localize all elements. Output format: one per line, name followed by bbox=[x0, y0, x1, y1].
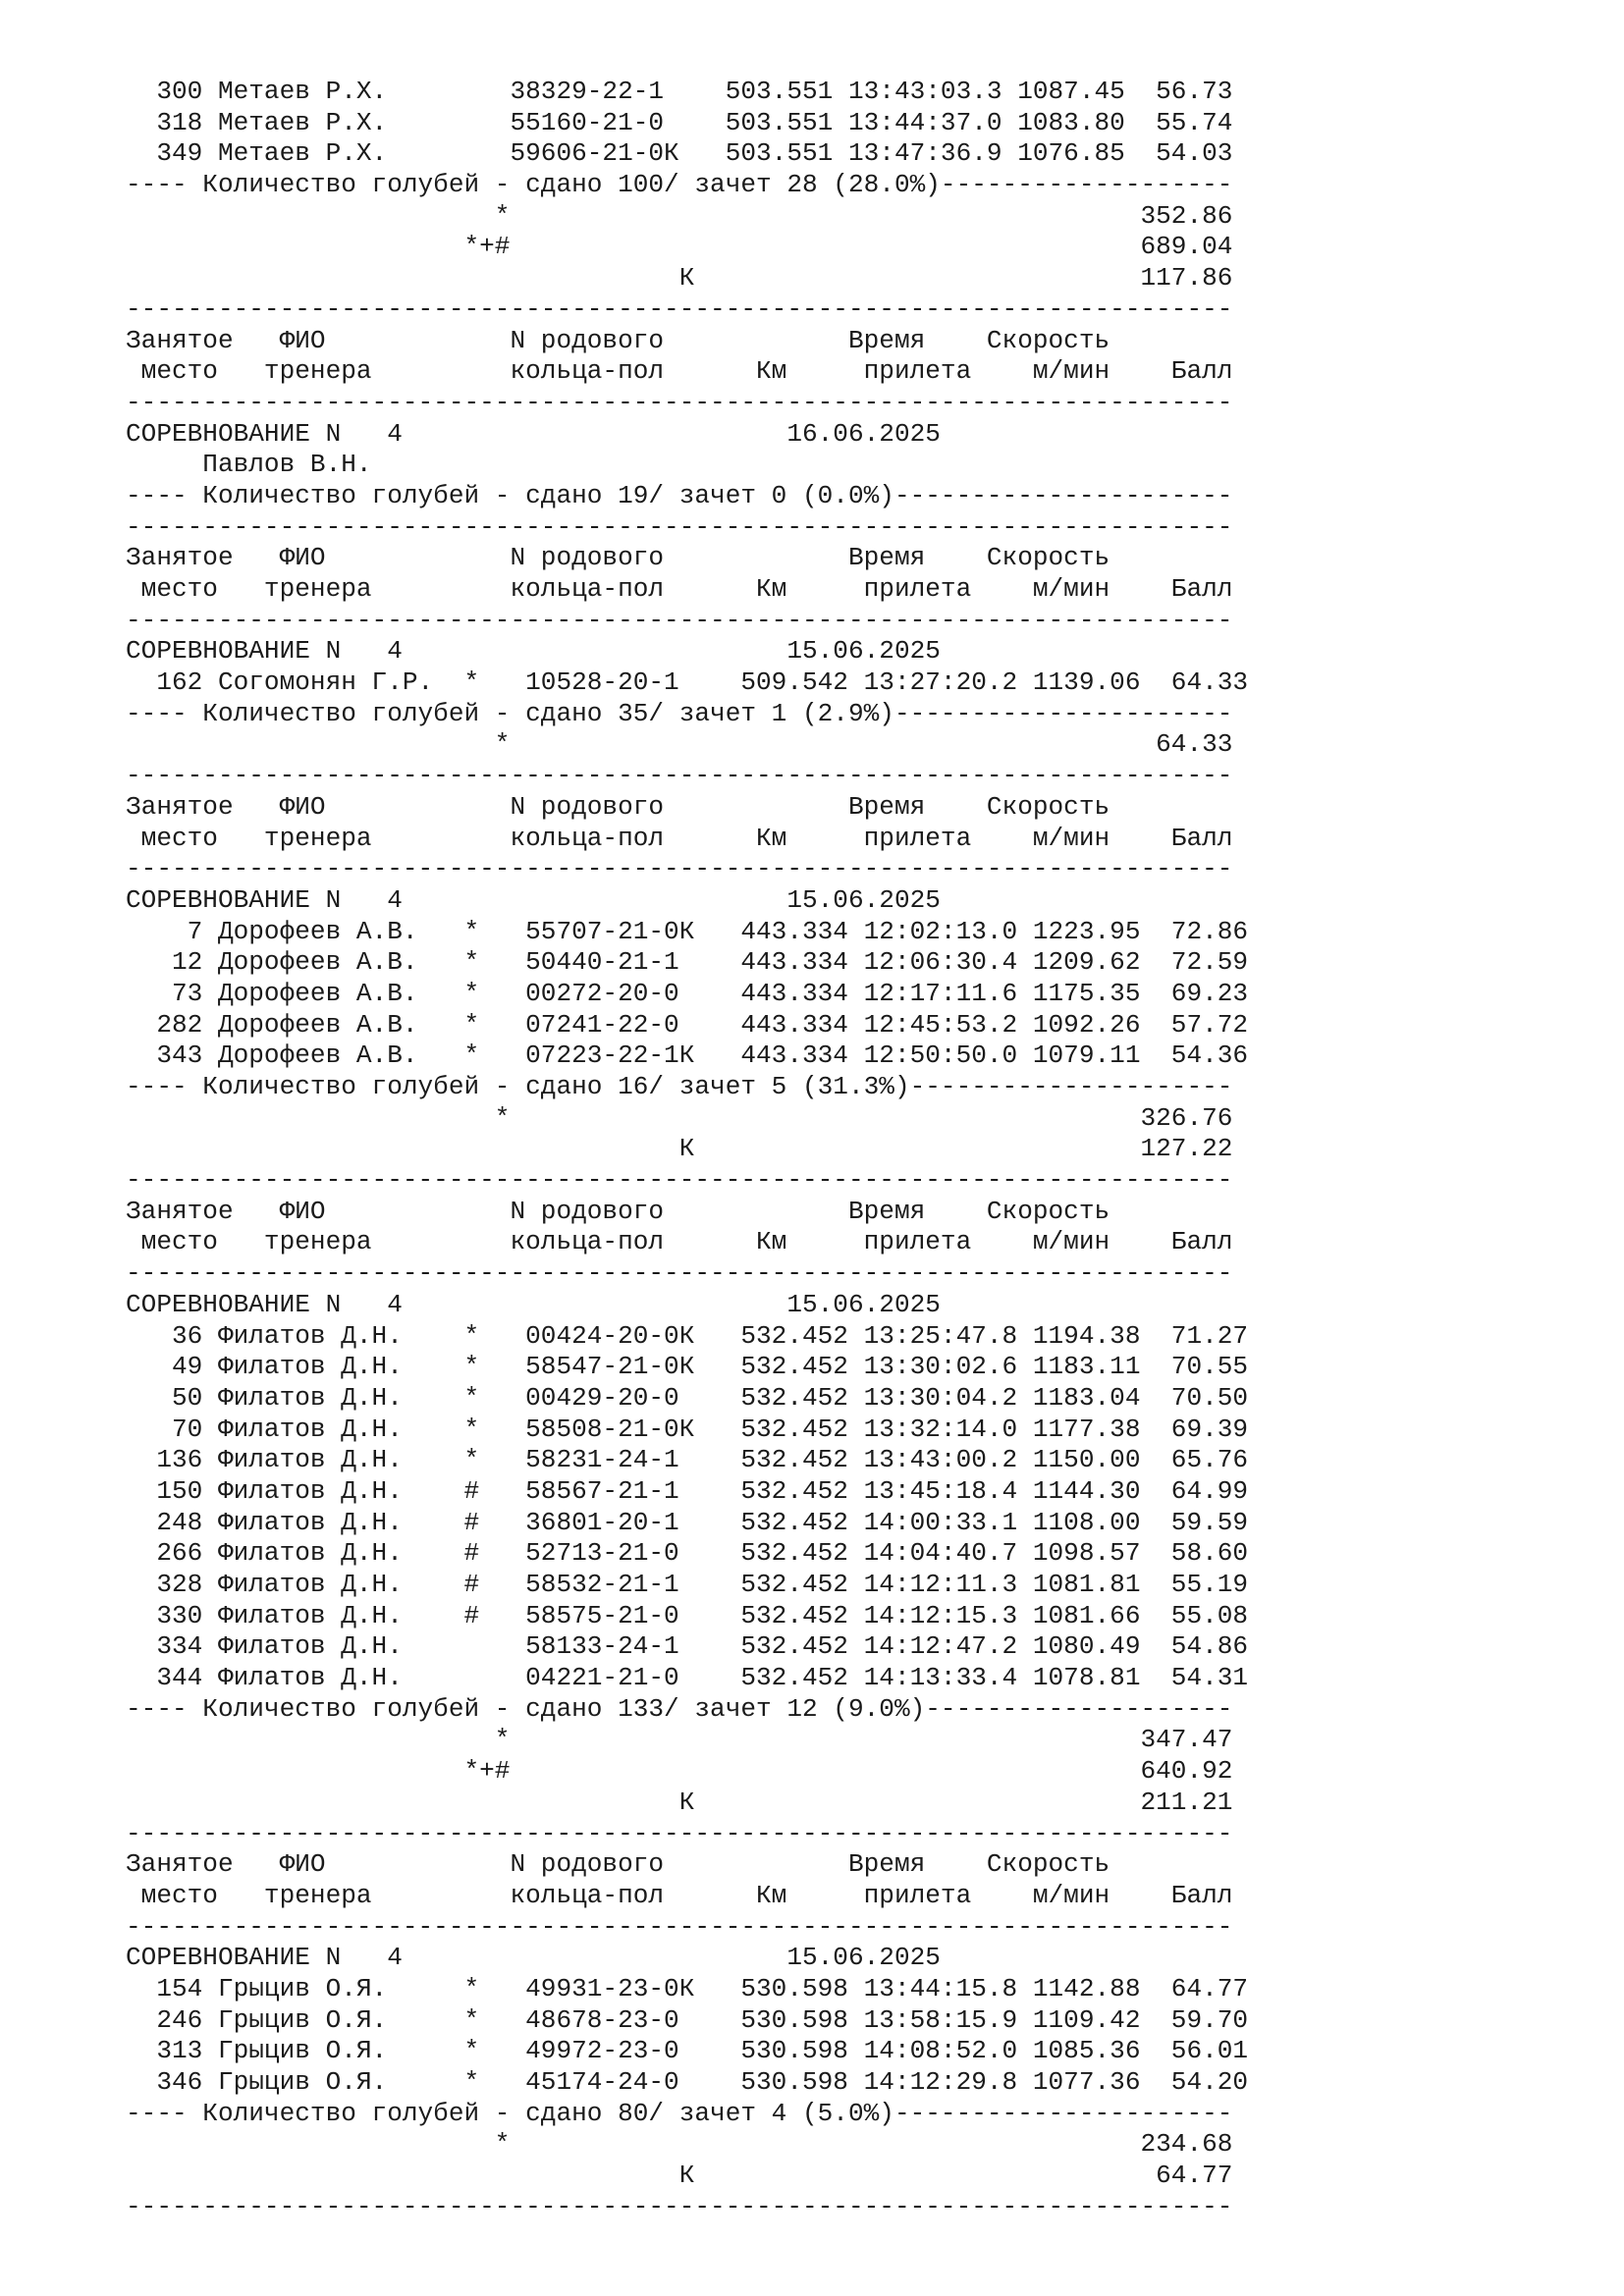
result-row: 36 Филатов Д.Н. * 00424-20-0К 532.452 13:25:47.8 1194.38 71.27 bbox=[126, 1320, 1249, 1351]
separator-line: ------------------------------------------------------------------------ bbox=[126, 1165, 1233, 1196]
competition-header: СОРЕВНОВАНИЕ N 4 15.06.2025 bbox=[126, 1943, 941, 1973]
summary-line: ---- Количество голубей - сдано 35/ зачет 1 (2.9%)---------------------- bbox=[126, 698, 1233, 728]
competition-header: СОРЕВНОВАНИЕ N 4 15.06.2025 bbox=[126, 1289, 941, 1319]
separator-line: ------------------------------------------------------------------------ bbox=[126, 1818, 1233, 1848]
report-line: Павлов В.Н. bbox=[126, 450, 372, 480]
separator-line: ------------------------------------------------------------------------ bbox=[126, 854, 1233, 884]
separator-line: ------------------------------------------------------------------------ bbox=[126, 511, 1233, 542]
column-header: Занятое ФИО N родового Время Скорость bbox=[126, 1196, 1110, 1226]
column-header: Занятое ФИО N родового Время Скорость bbox=[126, 791, 1110, 822]
result-row: 313 Грыцив О.Я. * 49972-23-0 530.598 14:08:52.0 1085.36 56.01 bbox=[126, 2036, 1249, 2066]
column-header: Занятое ФИО N родового Время Скорость bbox=[126, 543, 1110, 573]
separator-line: ------------------------------------------------------------------------ bbox=[126, 1258, 1233, 1289]
separator-line: ------------------------------------------------------------------------ bbox=[126, 294, 1233, 324]
separator-line: ------------------------------------------------------------------------ bbox=[126, 2191, 1233, 2221]
result-row: 330 Филатов Д.Н. # 58575-21-0 532.452 14:12:15.3 1081.66 55.08 bbox=[126, 1600, 1249, 1630]
total-line: * 234.68 bbox=[126, 2129, 1233, 2160]
total-line: К 64.77 bbox=[126, 2161, 1233, 2191]
column-header: место тренера кольца-пол Км прилета м/мин Балл bbox=[126, 823, 1233, 853]
result-row: 300 Метаев Р.Х. 38329-22-1 503.551 13:43:03.3 1087.45 56.73 bbox=[126, 77, 1233, 106]
column-header: место тренера кольца-пол Км прилета м/мин Балл bbox=[126, 574, 1233, 604]
result-row: 343 Дорофеев А.В. * 07223-22-1К 443.334 12:50:50.0 1079.11 54.36 bbox=[126, 1041, 1249, 1071]
result-row: 328 Филатов Д.Н. # 58532-21-1 532.452 14:12:11.3 1081.81 55.19 bbox=[126, 1570, 1249, 1599]
column-header: Занятое ФИО N родового Время Скорость bbox=[126, 1849, 1110, 1880]
separator-line: ------------------------------------------------------------------------ bbox=[126, 387, 1233, 417]
column-header: Занятое ФИО N родового Время Скорость bbox=[126, 325, 1110, 355]
summary-line: ---- Количество голубей - сдано 19/ зачет 0 (0.0%)---------------------- bbox=[126, 480, 1233, 510]
result-row: 349 Метаев Р.Х. 59606-21-0К 503.551 13:47:36.9 1076.85 54.03 bbox=[126, 138, 1233, 169]
summary-line: ---- Количество голубей - сдано 80/ зачет 4 (5.0%)---------------------- bbox=[126, 2098, 1233, 2128]
result-row: 70 Филатов Д.Н. * 58508-21-0К 532.452 13:32:14.0 1177.38 69.39 bbox=[126, 1414, 1249, 1444]
result-row: 266 Филатов Д.Н. # 52713-21-0 532.452 14:04:40.7 1098.57 58.60 bbox=[126, 1538, 1249, 1569]
column-header: место тренера кольца-пол Км прилета м/мин Балл bbox=[126, 1227, 1233, 1257]
total-line: * 326.76 bbox=[126, 1102, 1233, 1133]
result-row: 334 Филатов Д.Н. 58133-24-1 532.452 14:12:47.2 1080.49 54.86 bbox=[126, 1631, 1249, 1662]
total-line: К 211.21 bbox=[126, 1787, 1233, 1817]
result-row: 136 Филатов Д.Н. * 58231-24-1 532.452 13:43:00.2 1150.00 65.76 bbox=[126, 1445, 1249, 1475]
competition-header: СОРЕВНОВАНИЕ N 4 16.06.2025 bbox=[126, 418, 941, 449]
separator-line: ------------------------------------------------------------------------ bbox=[126, 761, 1233, 791]
summary-line: ---- Количество голубей - сдано 100/ зачет 28 (28.0%)------------------- bbox=[126, 170, 1233, 200]
result-row: 50 Филатов Д.Н. * 00429-20-0 532.452 13:30:04.2 1183.04 70.50 bbox=[126, 1382, 1249, 1413]
total-line: *+# 689.04 bbox=[126, 232, 1233, 262]
total-line: * 352.86 bbox=[126, 200, 1233, 231]
result-row: 7 Дорофеев А.В. * 55707-21-0К 443.334 12:02:13.0 1223.95 72.86 bbox=[126, 916, 1249, 946]
total-line: * 64.33 bbox=[126, 729, 1233, 760]
result-row: 154 Грыцив О.Я. * 49931-23-0К 530.598 13:44:15.8 1142.88 64.77 bbox=[126, 1973, 1249, 2003]
total-line: *+# 640.92 bbox=[126, 1756, 1233, 1787]
column-header: место тренера кольца-пол Км прилета м/мин Балл bbox=[126, 356, 1233, 387]
result-row: 246 Грыцив О.Я. * 48678-23-0 530.598 13:58:15.9 1109.42 59.70 bbox=[126, 2004, 1249, 2035]
summary-line: ---- Количество голубей - сдано 133/ зачет 12 (9.0%)-------------------- bbox=[126, 1693, 1233, 1724]
result-row: 162 Согомонян Г.Р. * 10528-20-1 509.542 13:27:20.2 1139.06 64.33 bbox=[126, 667, 1249, 698]
separator-line: ------------------------------------------------------------------------ bbox=[126, 1911, 1233, 1942]
result-row: 318 Метаев Р.Х. 55160-21-0 503.551 13:44:37.0 1083.80 55.74 bbox=[126, 107, 1233, 137]
result-row: 12 Дорофеев А.В. * 50440-21-1 443.334 12:06:30.4 1209.62 72.59 bbox=[126, 947, 1249, 978]
results-report bbox=[126, 77, 1248, 2222]
result-row: 344 Филатов Д.Н. 04221-21-0 532.452 14:13:33.4 1078.81 54.31 bbox=[126, 1663, 1249, 1693]
result-row: 346 Грыцив О.Я. * 45174-24-0 530.598 14:12:29.8 1077.36 54.20 bbox=[126, 2067, 1249, 2097]
total-line: К 127.22 bbox=[126, 1134, 1233, 1164]
result-row: 49 Филатов Д.Н. * 58547-21-0К 532.452 13:30:02.6 1183.11 70.55 bbox=[126, 1352, 1249, 1382]
result-row: 248 Филатов Д.Н. # 36801-20-1 532.452 14:00:33.1 1108.00 59.59 bbox=[126, 1507, 1249, 1537]
result-row: 150 Филатов Д.Н. # 58567-21-1 532.452 13:45:18.4 1144.30 64.99 bbox=[126, 1475, 1249, 1506]
separator-line: ------------------------------------------------------------------------ bbox=[126, 605, 1233, 635]
result-row: 282 Дорофеев А.В. * 07241-22-0 443.334 12:45:53.2 1092.26 57.72 bbox=[126, 1009, 1249, 1040]
competition-header: СОРЕВНОВАНИЕ N 4 15.06.2025 bbox=[126, 636, 941, 667]
result-row: 73 Дорофеев А.В. * 00272-20-0 443.334 12:17:11.6 1175.35 69.23 bbox=[126, 978, 1249, 1008]
total-line: * 347.47 bbox=[126, 1725, 1233, 1755]
column-header: место тренера кольца-пол Км прилета м/мин Балл bbox=[126, 1880, 1233, 1910]
total-line: К 117.86 bbox=[126, 263, 1233, 294]
competition-header: СОРЕВНОВАНИЕ N 4 15.06.2025 bbox=[126, 884, 941, 915]
summary-line: ---- Количество голубей - сдано 16/ зачет 5 (31.3%)--------------------- bbox=[126, 1072, 1233, 1101]
